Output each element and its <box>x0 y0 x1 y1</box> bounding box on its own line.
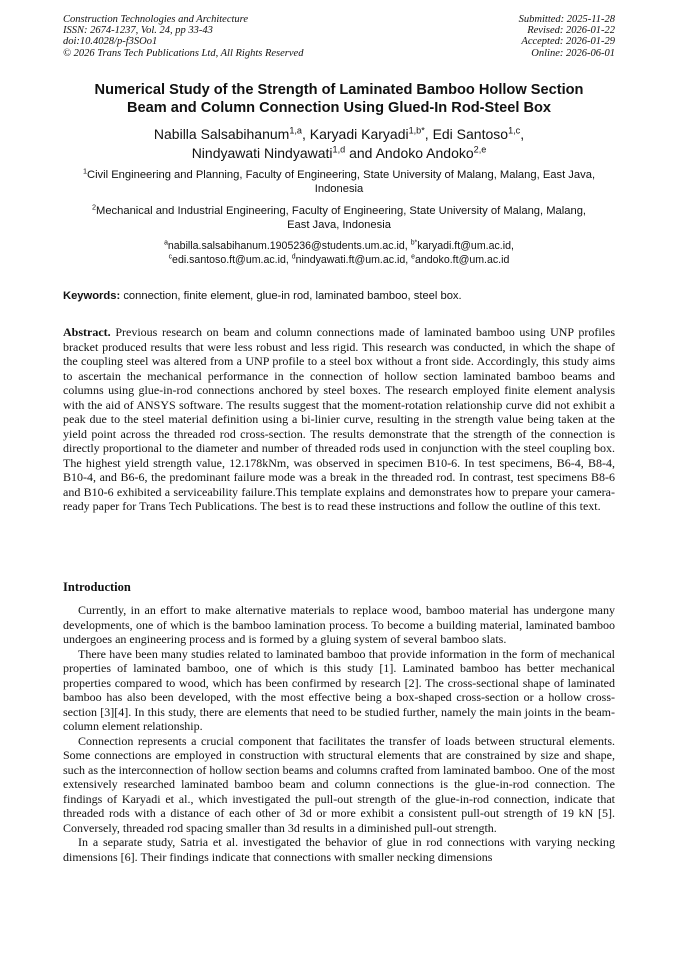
affiliation-sup: 2 <box>91 202 96 212</box>
title-line-2: Beam and Column Connection Using Glued-In Rod-Steel Box <box>126 99 552 116</box>
date-submitted: Submitted: 2025-11-28 <box>518 14 615 25</box>
journal-doi[interactable]: doi:10.4028/p-f3SOo1 <box>63 36 158 48</box>
email-link[interactable]: nabilla.salsabihanum.1905236@students.um.ac.id <box>167 240 405 252</box>
publication-dates <box>519 14 615 59</box>
keywords-text: connection, finite element, glue-in rod, laminated bamboo, steel box. <box>123 290 462 302</box>
author-name: Karyadi Karyadi <box>309 126 409 142</box>
email-link[interactable]: edi.santoso.ft@um.ac.id <box>172 253 286 266</box>
email-sup: b* <box>410 239 418 247</box>
affiliation-text: Civil Engineering and Planning, Faculty of Engineering, State University of Malang, Malang, East Java, Indonesia <box>86 169 596 195</box>
journal-name: Construction Technologies and Architecture <box>63 14 249 25</box>
author-list <box>50 125 628 162</box>
journal-info <box>63 14 303 59</box>
email-sup: e <box>411 253 415 261</box>
introduction-body <box>63 603 615 864</box>
author-sup: 1,d <box>332 143 346 154</box>
email-line-1: $^a$nabilla.salsabihanum.1905236@students.um.ac.id, $^{b*}$karyadi.ft@um.ac.id, <box>164 239 514 252</box>
title-line-1: Numerical Study of the Strength of Laminated Bamboo Hollow Section <box>94 82 584 98</box>
email-link[interactable]: nindyawati.ft@um.ac.id <box>295 253 406 266</box>
email-link[interactable]: andoko.ft@um.ac.id <box>414 253 510 266</box>
author-separator: and <box>349 144 373 161</box>
author-emails <box>80 240 598 268</box>
author-name: Andoko Andoko <box>375 144 474 161</box>
email-sup: a <box>164 239 168 247</box>
affiliation-2 <box>80 202 598 232</box>
email-sup: c <box>168 253 173 261</box>
abstract-text: Previous research on beam and column connections made of laminated bamboo using UNP profiles bracket produced results that were less robust and less rigid. This research was conducted, in which the shape of the coupling steel was altered from a UNP profile to a steel box without a front side. Accordingly, this study aims to ascertain the mechanical performance in the connection of hollow section laminated bamboo beams and columns using glue-in-rod connections anchored by steel boxes. The research employed finite element analysis with the aid of ANSYS software. The results suggest that the moment-rotation relationship curve did not exhibit a peak due to the steel material definition using a bi-linier curve, resulting in the strength value being taken at the yield point across the threaded rod cross-section. The results demonstrate that the strength of the connection is directly proportional to the diameter and number of threaded rods used in conjunction with the steel coupling box. The highest yield strength value, 12.178kNm, was observed in specimen B10-6. In test specimens, B6-4, B8-4, B10-4, and B6-6, the predominant failure mode was a break in the threaded rod. In contrast, test specimens B8-6 and B10-6 exhibited a serviceability failure.This template explains and demonstrates how to prepare your camera-ready paper for Trans Tech Publications. The best is to read these instructions and follow the outline of this text. <box>63 325 615 513</box>
author-sup: 1,b* <box>408 125 425 136</box>
abstract-label: Abstract. <box>63 325 111 339</box>
email-link[interactable]: karyadi.ft@um.ac.id <box>417 240 511 252</box>
journal-copyright: © 2026 Trans Tech Publications Ltd, All Rights Reserved <box>63 47 304 59</box>
paragraph: In a separate study, Satria et al. investigated the behavior of glue in rod connections with varying necking dimensions [6]. Their findings indicate that connections with smaller necking dimensions <box>63 835 615 864</box>
email-sup: d <box>291 253 296 261</box>
email-line-2: $^c$edi.santoso.ft@um.ac.id, $^d$nindyawati.ft@um.ac.id, $^e$andoko.ft@um.ac.id <box>168 253 510 266</box>
keywords-label: Keywords: <box>63 290 121 302</box>
date-accepted: Accepted: 2026-01-29 <box>521 36 615 48</box>
affiliation-text: Mechanical and Industrial Engineering, Faculty of Engineering, State University of Malang, Malang, East Java, Indonesia <box>96 205 587 231</box>
author-separator: , <box>424 126 429 142</box>
author-sup: 1,a <box>289 125 302 136</box>
paragraph: Currently, in an effort to make alternative materials to replace wood, bamboo material has undergone many developments, one of which is the bamboo lamination process. To become a building material, laminated bamboo undergoes an engineering process and is formed by a gluing system of several bamboo slats. <box>63 603 615 646</box>
author-name: Edi Santoso <box>432 126 509 142</box>
date-revised: Revised: 2026-01-22 <box>527 25 615 37</box>
author-separator: , <box>301 126 306 142</box>
section-heading-introduction: Introduction <box>63 580 131 594</box>
author-line-1 <box>50 125 628 144</box>
paragraph: There have been many studies related to laminated bamboo that provide information in the form of mechanical properties of laminated bamboo, one of which is this study [1]. Laminated bamboo has better mechanical properties compared to wood, which has been confirmed by research [2]. The cross-sectional shape of laminated bamboo has also been developed, with the most effective being a box-shaped cross-section or a hollow cross-section [3][4]. In this study, there are elements that need to be studied further, namely the main joints in the beam-column element relationship. <box>63 646 615 733</box>
paragraph: Connection represents a crucial component that facilitates the transfer of loads between structural elements. Some connections are employed in construction with structural elements that are constrained by size and shape, such as the interconnection of hollow section beams and columns crafted from laminated bamboo. One of the most extensively researched laminated bamboo beam and column connections is the glue-in-rod connection. The findings of Karyadi et al., which investigated the pull-out strength of the glue-in-rod connection, indicate that threaded rods with a distance of each other of 3d or more exhibit a consistent pull-out strength of 19 kN [5]. Conversely, threaded rod spacing smaller than 3d results in a diminished pull-out strength. <box>63 733 615 835</box>
date-online: Online: 2026-06-01 <box>531 47 615 59</box>
author-sup: 2,e <box>473 143 487 154</box>
abstract <box>63 325 615 514</box>
affiliation-1 <box>80 166 598 196</box>
author-line-2 <box>50 144 628 163</box>
keywords <box>63 289 623 303</box>
author-name: Nindyawati Nindyawati <box>191 144 333 161</box>
author-name: Nabilla Salsabihanum <box>153 126 290 142</box>
author-sup: 1,c <box>508 125 521 136</box>
journal-issn: ISSN: 2674-1237, Vol. 24, pp 33-43 <box>63 25 213 37</box>
affiliation-sup: 1 <box>82 166 87 176</box>
author-separator: , <box>520 126 525 142</box>
paper-title <box>50 82 628 117</box>
